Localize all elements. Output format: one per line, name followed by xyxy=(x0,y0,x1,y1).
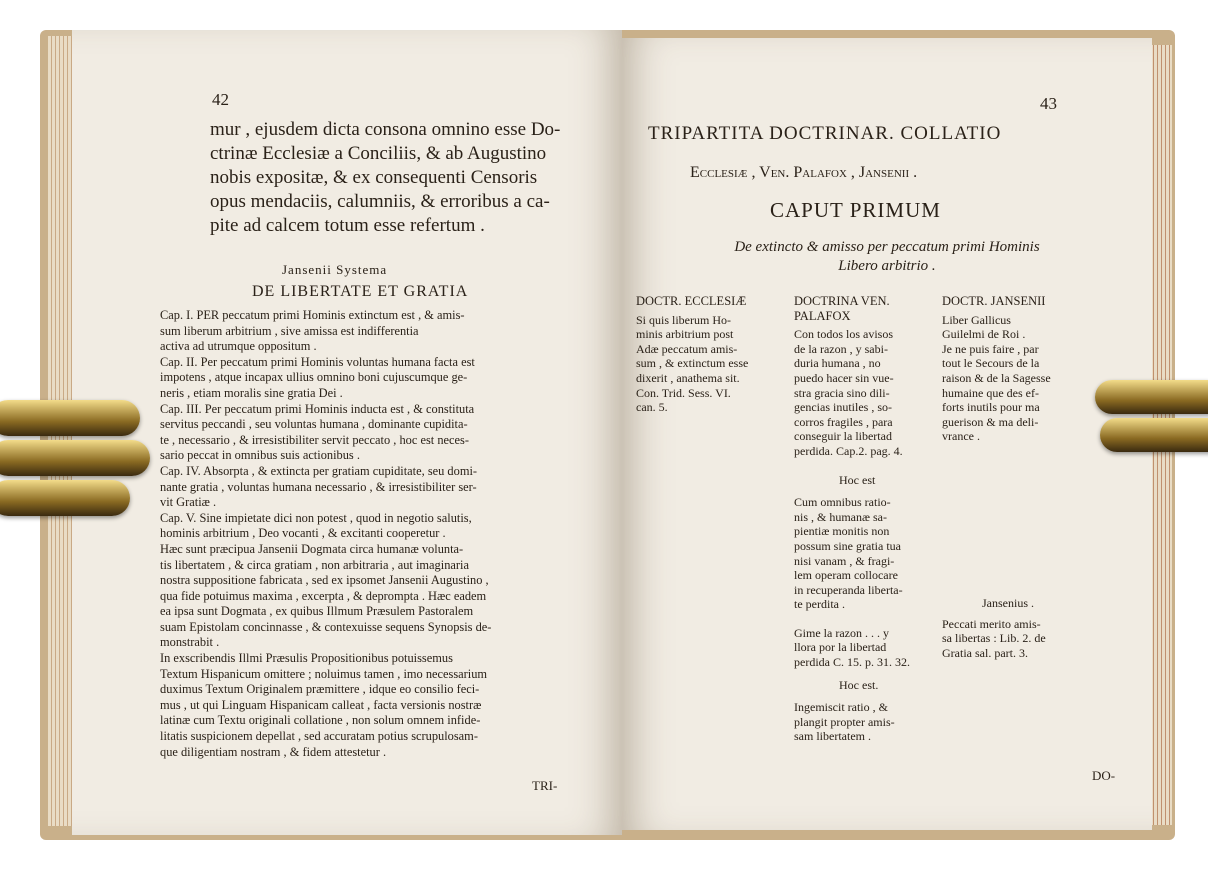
text-line: opus mendaciis, calumniis, & erroribus a ca- xyxy=(210,191,550,212)
text-line: nis , & humanæ sa- xyxy=(794,509,887,524)
intro-paragraph xyxy=(210,118,560,238)
text-line: suam Epistolam concinnasse , & contexuisse sequens Synopsis de- xyxy=(160,619,492,634)
text-line: mur , ejusdem dicta consona omnino esse Do- xyxy=(210,119,561,140)
text-line: ea ipsa sunt Dogmata , ex quibus Illmum Præsulem Pastoralem xyxy=(160,604,474,619)
text-line: sa libertas : Lib. 2. de xyxy=(942,631,1046,646)
text-line: sam libertatem . xyxy=(794,729,871,744)
catchword: TRI- xyxy=(532,778,558,793)
system-heading: Jansenii Systema xyxy=(282,262,388,277)
text-line: impotens , atque incapax ullius omnino boni cujuscumque ge- xyxy=(160,370,468,385)
text-line: stra gracia sino dili- xyxy=(794,385,890,400)
text-line: Cap. II. Per peccatum primi Hominis voluntas humana facta est xyxy=(160,354,475,369)
text-line: Gratia sal. part. 3. xyxy=(942,645,1028,660)
book-holder-left-finger xyxy=(0,440,150,476)
jansenius-label: Jansenius . xyxy=(982,595,1034,610)
text-line: monstrabit . xyxy=(160,635,220,650)
text-line: activa ad utrumque oppositum . xyxy=(160,339,317,354)
hoc-est: Hoc est. xyxy=(839,677,879,692)
text-line: mus , ut qui Linguam Hispanicam calleat , facta versionis nostræ xyxy=(160,697,482,712)
text-line: Je ne puis faire , par xyxy=(942,341,1039,356)
book-holder-left xyxy=(0,400,140,436)
column-ecclesiae xyxy=(636,294,786,415)
text-line: ctrinæ Ecclesiæ a Conciliis, & ab Augustino xyxy=(210,143,547,164)
book-holder-right-finger xyxy=(1100,418,1208,452)
text-line: que diligentiam nostram , & fidem attestetur . xyxy=(160,744,387,759)
text-line: gencias inutiles , so- xyxy=(794,400,892,415)
text-line: raison & de la Sagesse xyxy=(942,370,1051,385)
text-line: nisi vanam , & fragi- xyxy=(794,553,895,568)
text-line: lem operam collocare xyxy=(794,568,898,583)
text-line: Textum Hispanicum omittere ; noluimus tamen , imo necessarium xyxy=(160,666,488,681)
text-line: Cum omnibus ratio- xyxy=(794,495,891,510)
chapter-subtitle xyxy=(652,238,1122,276)
text-line: hominis arbitrium , Deo vocanti , & excitanti cooperetur . xyxy=(160,526,446,541)
text-line: pite ad calcem totum esse refertum . xyxy=(210,215,485,236)
page-number: 42 xyxy=(212,90,229,109)
text-line: perdida. Cap.2. pag. 4. xyxy=(794,443,903,458)
text-line: nobis expositæ, & ex consequenti Censoris xyxy=(210,167,538,188)
text-line: te , necessario , & irresistibiliter servit peccato , hoc est neces- xyxy=(160,432,469,447)
column-header: DOCTR. JANSENII xyxy=(942,294,1046,308)
text-line: in recuperanda liberta- xyxy=(794,582,903,597)
text-line: Liber Gallicus xyxy=(942,312,1011,327)
text-line: forts inutils pour ma xyxy=(942,400,1040,415)
right-page xyxy=(622,38,1152,830)
text-line: plangit propter amis- xyxy=(794,714,895,729)
text-line: Cap. V. Sine impietate dici non potest , quod in negotio salutis, xyxy=(160,510,472,525)
hoc-est: Hoc est xyxy=(839,472,876,487)
text-line: Con. Trid. Sess. VI. xyxy=(636,385,731,400)
text-line: minis arbitrium post xyxy=(636,327,734,342)
text-line: de la razon , y sabi- xyxy=(794,341,888,356)
collation-subtitle: Ecclesiæ , Ven. Palafox , Jansenii . xyxy=(690,164,918,181)
text-line: Gime la razon . . . y xyxy=(794,625,889,640)
text-line: vrance . xyxy=(942,429,980,444)
text-line: perdida C. 15. p. 31. 32. xyxy=(794,655,910,670)
text-line: nostra suppositione fabricata , sed ex ipsomet Jansenii Augustino , xyxy=(160,573,489,588)
text-line: servitus peccandi , seu voluntas humana , dominante cupidita- xyxy=(160,417,468,432)
text-line: Cap. I. PER peccatum primi Hominis extinctum est , & amis- xyxy=(160,308,465,322)
text-line: neris , etiam moralis sine gratia Dei . xyxy=(160,385,343,400)
collation-title: TRIPARTITA DOCTRINAR. COLLATIO xyxy=(648,123,1002,144)
left-page xyxy=(72,30,622,835)
column-jansenii xyxy=(942,294,1107,660)
text-line: tout le Secours de la xyxy=(942,356,1040,371)
text-line: Con todos los avisos xyxy=(794,327,894,342)
book-holder-left-finger xyxy=(0,480,130,516)
text-line: humaine que des ef- xyxy=(942,385,1039,400)
text-line: corros fragiles , para xyxy=(794,414,893,429)
chapter-title: CAPUT PRIMUM xyxy=(770,198,941,222)
text-line: tis libertatem , & circa gratiam , non arbitraria , aut imaginaria xyxy=(160,557,469,572)
text-line: puedo hacer sin vue- xyxy=(794,370,894,385)
section-heading: DE LIBERTATE ET GRATIA xyxy=(252,283,469,300)
body-text xyxy=(160,308,491,760)
column-palafox xyxy=(794,294,932,744)
text-line: sum liberum arbitrium , sive amissa est indifferentia xyxy=(160,323,419,338)
subtitle-line: Libero arbitrio . xyxy=(838,258,936,274)
text-line: Cap. III. Per peccatum primi Hominis inducta est , & constituta xyxy=(160,401,475,416)
text-line: vit Gratiæ . xyxy=(160,495,217,510)
text-line: Peccati merito amis- xyxy=(942,616,1041,631)
text-line: latinæ cum Textu originali collatione , non solum omnem infide- xyxy=(160,713,481,728)
text-line: llora por la libertad xyxy=(794,640,887,655)
catchword: DO- xyxy=(1092,768,1116,783)
text-line: In exscribendis Illmi Præsulis Propositionibus potuissemus xyxy=(160,651,453,666)
text-line: Adæ peccatum amis- xyxy=(636,341,738,356)
text-line: Hæc sunt præcipua Jansenii Dogmata circa humanæ volunta- xyxy=(160,541,464,556)
text-line: te perdita . xyxy=(794,597,845,612)
page-number: 43 xyxy=(1040,94,1057,113)
text-line: duria humana , no xyxy=(794,356,881,371)
text-line: Cap. IV. Absorpta , & extincta per gratiam cupiditate, seu domi- xyxy=(160,463,478,478)
subtitle-line: De extincto & amisso per peccatum primi Hominis xyxy=(734,239,1040,255)
column-header: DOCTRINA VEN. PALAFOX xyxy=(794,294,890,323)
column-header: DOCTR. ECCLESIÆ xyxy=(636,294,747,308)
text-line: pientiæ monitis non xyxy=(794,524,890,539)
text-line: guerison & ma deli- xyxy=(942,414,1039,429)
text-line: litatis suspicionem depellat , sed accuratam potius scrupulosam- xyxy=(160,729,478,744)
text-line: sum , & extinctum esse xyxy=(636,356,749,371)
text-line: Si quis liberum Ho- xyxy=(636,312,731,327)
text-line: dixerit , anathema sit. xyxy=(636,370,740,385)
text-line: can. 5. xyxy=(636,400,668,415)
text-line: Guilelmi de Roi . xyxy=(942,327,1026,342)
text-line: conseguir la libertad xyxy=(794,429,892,444)
book-holder-right xyxy=(1095,380,1208,414)
text-line: sario peccat in omnibus suis actionibus . xyxy=(160,448,360,463)
text-line: possum sine gratia tua xyxy=(794,538,901,553)
text-line: Ingemiscit ratio , & xyxy=(794,700,888,715)
text-line: nante gratia , voluntas humana necessario , & irresistibiliter ser- xyxy=(160,479,477,494)
text-line: qua fide potuimus maxima , excerpta , & deprompta . Hæc eadem xyxy=(160,588,487,603)
text-line: duximus Textum Originalem præmittere , idque eo consilio feci- xyxy=(160,682,480,697)
